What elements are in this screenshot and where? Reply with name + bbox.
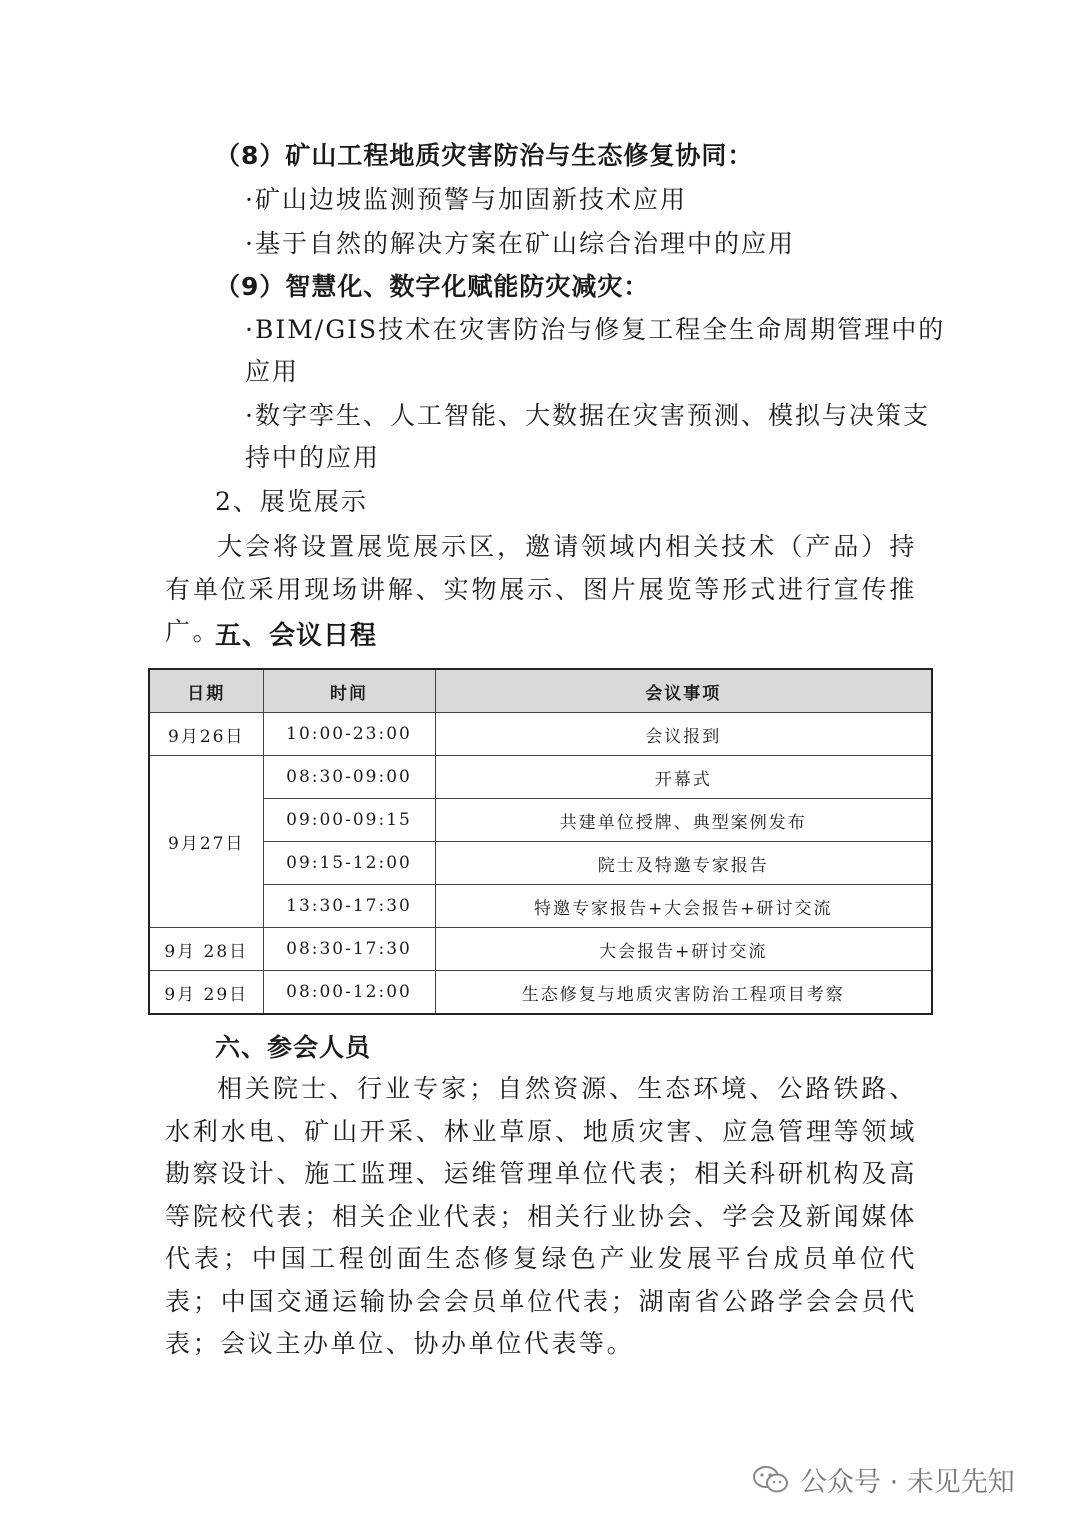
attendees-heading: 六、参会人员 — [215, 1033, 372, 1062]
schedule-table — [148, 668, 933, 1015]
attendees-paragraph: 相关院士、行业专家；自然资源、生态环境、公路铁路、水利水电、矿山开采、林业草原、地质灾害、应急管理等领域勘察设计、施工监理、运维管理单位代表；相关科研机构及高等院校代表；相关企业代表；相关行业协会、学会及新闻媒体代表；中国工程创面生态修复绿色产业发展平台成员单位代表；中国交通运输协会会员单位代表；湖南省公路学会会员代表；会议主办单位、协办单位代表等。 — [165, 1074, 917, 1358]
table-header-row — [149, 669, 932, 713]
table-row — [149, 928, 932, 971]
exhibition-heading: 2、展览展示 — [215, 487, 368, 516]
table-row — [149, 756, 932, 799]
item-cell: 大会报告+研讨交流 — [435, 928, 932, 971]
time-cell: 09:00-09:15 — [263, 799, 435, 842]
time-cell: 10:00-23:00 — [263, 713, 435, 756]
item-cell: 院士及特邀专家报告 — [435, 842, 932, 885]
item-cell: 生态修复与地质灾害防治工程项目考察 — [435, 971, 932, 1015]
time-cell: 09:15-12:00 — [263, 842, 435, 885]
section-8-bullet-1: ·矿山边坡监测预警与加固新技术应用 — [245, 185, 687, 214]
table-row — [149, 842, 932, 885]
item-cell: 开幕式 — [435, 756, 932, 799]
watermark-text: 公众号 · 未见先知 — [800, 1467, 1015, 1498]
schedule-heading: 五、会议日程 — [215, 621, 378, 651]
column-header-date: 日期 — [149, 669, 263, 713]
section-8-heading: （8）矿山工程地质灾害防治与生态修复协同： — [215, 141, 754, 170]
time-cell: 08:30-17:30 — [263, 928, 435, 971]
column-header-time: 时间 — [263, 669, 435, 713]
item-cell: 共建单位授牌、典型案例发布 — [435, 799, 932, 842]
section-9-bullet-1-line-1: ·BIM/GIS技术在灾害防治与修复工程全生命周期管理中的 — [245, 315, 946, 344]
section-9-bullet-1-line-2: 应用 — [245, 357, 300, 386]
table-row — [149, 713, 932, 756]
table-row — [149, 885, 932, 928]
section-9-bullet-2-line-2: 持中的应用 — [245, 443, 381, 472]
date-cell: 9月 28日 — [149, 928, 263, 971]
date-cell: 9月26日 — [149, 713, 263, 756]
date-cell: 9月 29日 — [149, 971, 263, 1015]
item-cell: 会议报到 — [435, 713, 932, 756]
exhibition-paragraph: 大会将设置展览展示区，邀请领域内相关技术（产品）持有单位采用现场讲解、实物展示、图片展览等形式进行宣传推广。 — [165, 532, 917, 646]
section-9-heading: （9）智慧化、数字化赋能防灾减灾： — [215, 272, 650, 301]
date-cell: 9月27日 — [149, 756, 263, 928]
section-9-bullet-2-line-1: ·数字孪生、人工智能、大数据在灾害预测、模拟与决策支 — [245, 401, 930, 430]
item-cell: 特邀专家报告+大会报告+研讨交流 — [435, 885, 932, 928]
section-8-bullet-2: ·基于自然的解决方案在矿山综合治理中的应用 — [245, 229, 795, 258]
time-cell: 08:30-09:00 — [263, 756, 435, 799]
table-row — [149, 799, 932, 842]
table-row — [149, 971, 932, 1015]
time-cell: 08:00-12:00 — [263, 971, 435, 1015]
column-header-item: 会议事项 — [435, 669, 932, 713]
time-cell: 13:30-17:30 — [263, 885, 435, 928]
wechat-icon — [752, 1465, 790, 1495]
watermark — [752, 1460, 1015, 1499]
